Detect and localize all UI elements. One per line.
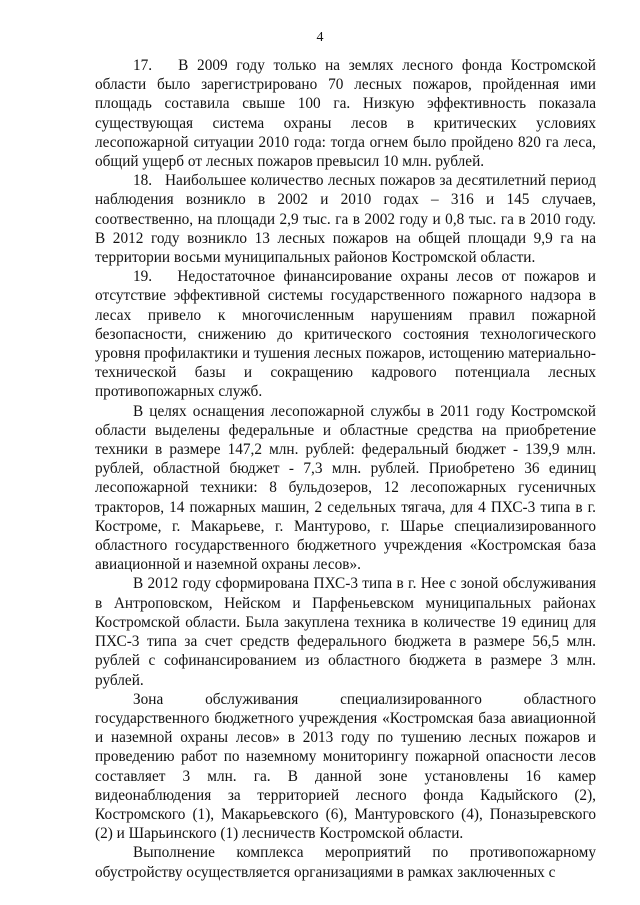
- paragraph-pkhs-2012: В 2012 году сформирована ПХС-3 типа в г. Нее с зоной обслуживания в Антроповском, Нейском и Парфеньевском муниципальных районах Костромской области. Была закуплена техника в количестве 19 единиц для ПХС-3 типа за счет средств федерального бюджета в размере 56,5 млн. рублей с софинансированием из областного бюджета в размере 3 млн. рублей.: [95, 575, 596, 689]
- paragraph-19: 19. Недостаточное финансирование охраны лесов от пожаров и отсутствие эффективной системы государственного пожарного надзора в лесах привело к многочисленным нарушениям правил пожарной безопасности, снижению до критического состояния технологического уровня профилактики и тушения лесных пожаров, истощению материально-технической базы и сокращению кадрового потенциала лесных противопожарных служб.: [95, 268, 596, 401]
- paragraph-17: 17. В 2009 году только на землях лесного фонда Костромской области было зарегистрировано 70 лесных пожаров, пройденная ими площадь составила свыше 100 га. Низкую эффективность показала существующая система охраны лесов в критических условиях лесопожарной ситуации 2010 года: тогда огнем было пройдено 820 га леса, общий ущерб от лесных пожаров превысил 10 млн. рублей.: [95, 57, 596, 171]
- paragraph-equipment-2011: В целях оснащения лесопожарной службы в 2011 году Костромской области выделены федеральные и областные средства на приобретение техники в размере 147,2 млн. рублей: федеральный бюджет - 139,9 млн. рублей, областной бюджет - 7,3 млн. рублей. Приобретено 36 единиц лесопожарной техники: 8 бульдозеров, 12 лесопожарных гусеничных тракторов, 14 пожарных машин, 2 седельных тягача, для 4 ПХС-3 типа в г. Костроме, г. Макарьеве, г. Мантурово, г. Шарье специализированного областного государственного бюджетного учреждения «Костромская база авиационной и наземной охраны лесов».: [95, 402, 596, 574]
- paragraph-service-zone: Зона обслуживания специализированного областного государственного бюджетного учреждения «Костромская база авиационной и наземной охраны лесов» в 2013 году по тушению лесных пожаров и проведению работ по наземному мониторингу пожарной опасности лесов составляет 3 млн. га. В данной зоне установлены 16 камер видеонаблюдения за территорией лесного фонда Кадыйского (2), Костромского (1), Макарьевского (6), Мантуровского (4), Поназыревского (2) и Шарьинского (1) лесничеств Костромской области.: [95, 690, 596, 843]
- page-number: 4: [316, 30, 324, 45]
- paragraph-18: 18. Наибольшее количество лесных пожаров за десятилетний период наблюдения возникло в 2002 и 2010 годах – 316 и 145 случаев, соотвественно, на площади 2,9 тыс. га в 2002 году и 0,8 тыс. га в 2010 году. В 2012 году возникло 13 лесных пожаров на общей площади 9,9 га на территории восьми муниципальных районов Костромской области.: [95, 172, 596, 267]
- paragraph-fire-measures: Выполнение комплекса мероприятий по противопожарному обустройству осуществляется организациями в рамках заключенных с: [95, 844, 596, 881]
